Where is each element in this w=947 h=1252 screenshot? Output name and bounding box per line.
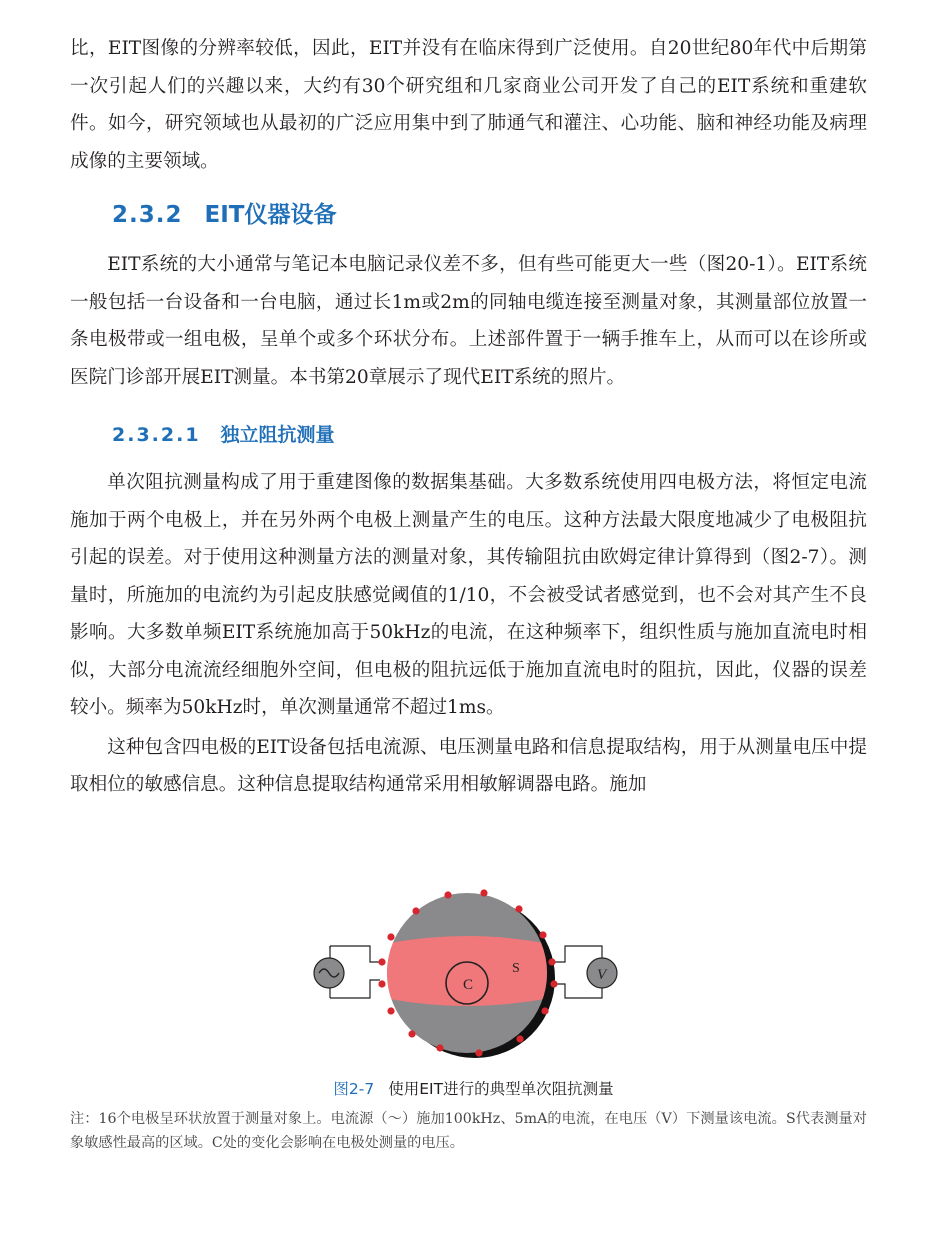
label-c: C (463, 977, 474, 993)
electrode (541, 1007, 548, 1014)
figure-number: 图2-7 (333, 1080, 375, 1098)
subsection-number: 2.3.2.1 (112, 424, 201, 446)
electrode (548, 958, 555, 965)
section-title: EIT仪器设备 (204, 202, 337, 228)
electrode (408, 1030, 415, 1037)
electrode (387, 933, 394, 940)
electrode (444, 891, 451, 898)
figure-caption (0, 1077, 947, 1099)
page-body (70, 30, 867, 804)
figure-note: 注：16个电极呈环状放置于测量对象上。电流源（～）施加100kHz、5mA的电流，在电压（V）下测量该电流。S代表测量对象敏感性最高的区域。C处的变化会影响在电极处测量的电压。 (70, 1111, 867, 1151)
section-heading-2-3-2 (70, 184, 867, 246)
paragraph-intro: 比，EIT图像的分辨率较低，因此，EIT并没有在临床得到广泛使用。自20世纪80年代中后期第一次引起人们的兴趣以来，大约有30个研究组和几家商业公司开发了自己的EIT系统和重建软件。如今，研究领域也从最初的广泛应用集中到了肺通气和灌注、心功能、脑和神经功能及病理成像的主要领域。 (70, 38, 867, 172)
electrode (436, 1044, 443, 1051)
electrode (412, 907, 419, 914)
label-s: S (512, 961, 520, 976)
electrode (515, 905, 522, 912)
electrode (516, 1035, 523, 1042)
label-v: V (597, 967, 607, 983)
paragraph-four-electrode: 这种包含四电极的EIT设备包括电流源、电压测量电路和信息提取结构，用于从测量电压中提取相位的敏感信息。这种信息提取结构通常采用相敏解调器电路。施加 (70, 736, 867, 795)
subsection-title: 独立阻抗测量 (220, 424, 335, 446)
electrode (539, 931, 546, 938)
paragraph-eit-system: EIT系统的大小通常与笔记本电脑记录仪差不多，但有些可能更大一些（图20-1）。EIT系统一般包括一台设备和一台电脑，通过长1m或2m的同轴电缆连接至测量对象，其测量部位放置一条电极带或一组电极，呈单个或多个环状分布。上述部件置于一辆手推车上，从而可以在诊所或医院门诊部开展EIT测量。本书第20章展示了现代EIT系统的照片。 (70, 254, 867, 388)
electrode (550, 980, 557, 987)
section-number: 2.3.2 (112, 202, 183, 228)
sensitivity-region (375, 936, 559, 1006)
electrode (378, 980, 385, 987)
electrode (387, 1007, 394, 1014)
eit-measurement-diagram (305, 880, 635, 1070)
paragraph-single-measurement: 单次阻抗测量构成了用于重建图像的数据集基础。大多数系统使用四电极方法，将恒定电流施加于两个电极上，并在另外两个电极上测量产生的电压。这种方法最大限度地减少了电极阻抗引起的误差。对于使用这种测量方法的测量对象，其传输阻抗由欧姆定律计算得到（图2-7）。测量时，所施加的电流约为引起皮肤感觉阈值的1/10，不会被受试者感觉到，也不会对其产生不良影响。大多数单频EIT系统施加高于50kHz的电流，在这种频率下，组织性质与施加直流电时相似，大部分电流流经细胞外空间，但电极的阻抗远低于施加直流电时的阻抗，因此，仪器的误差较小。频率为50kHz时，单次测量通常不超过1ms。 (70, 472, 867, 718)
electrode (475, 1049, 482, 1056)
subsection-heading-2-3-2-1 (70, 406, 867, 464)
electrode (378, 958, 385, 965)
electrode (480, 889, 487, 896)
figure-title: 使用EIT进行的典型单次阻抗测量 (388, 1080, 614, 1098)
